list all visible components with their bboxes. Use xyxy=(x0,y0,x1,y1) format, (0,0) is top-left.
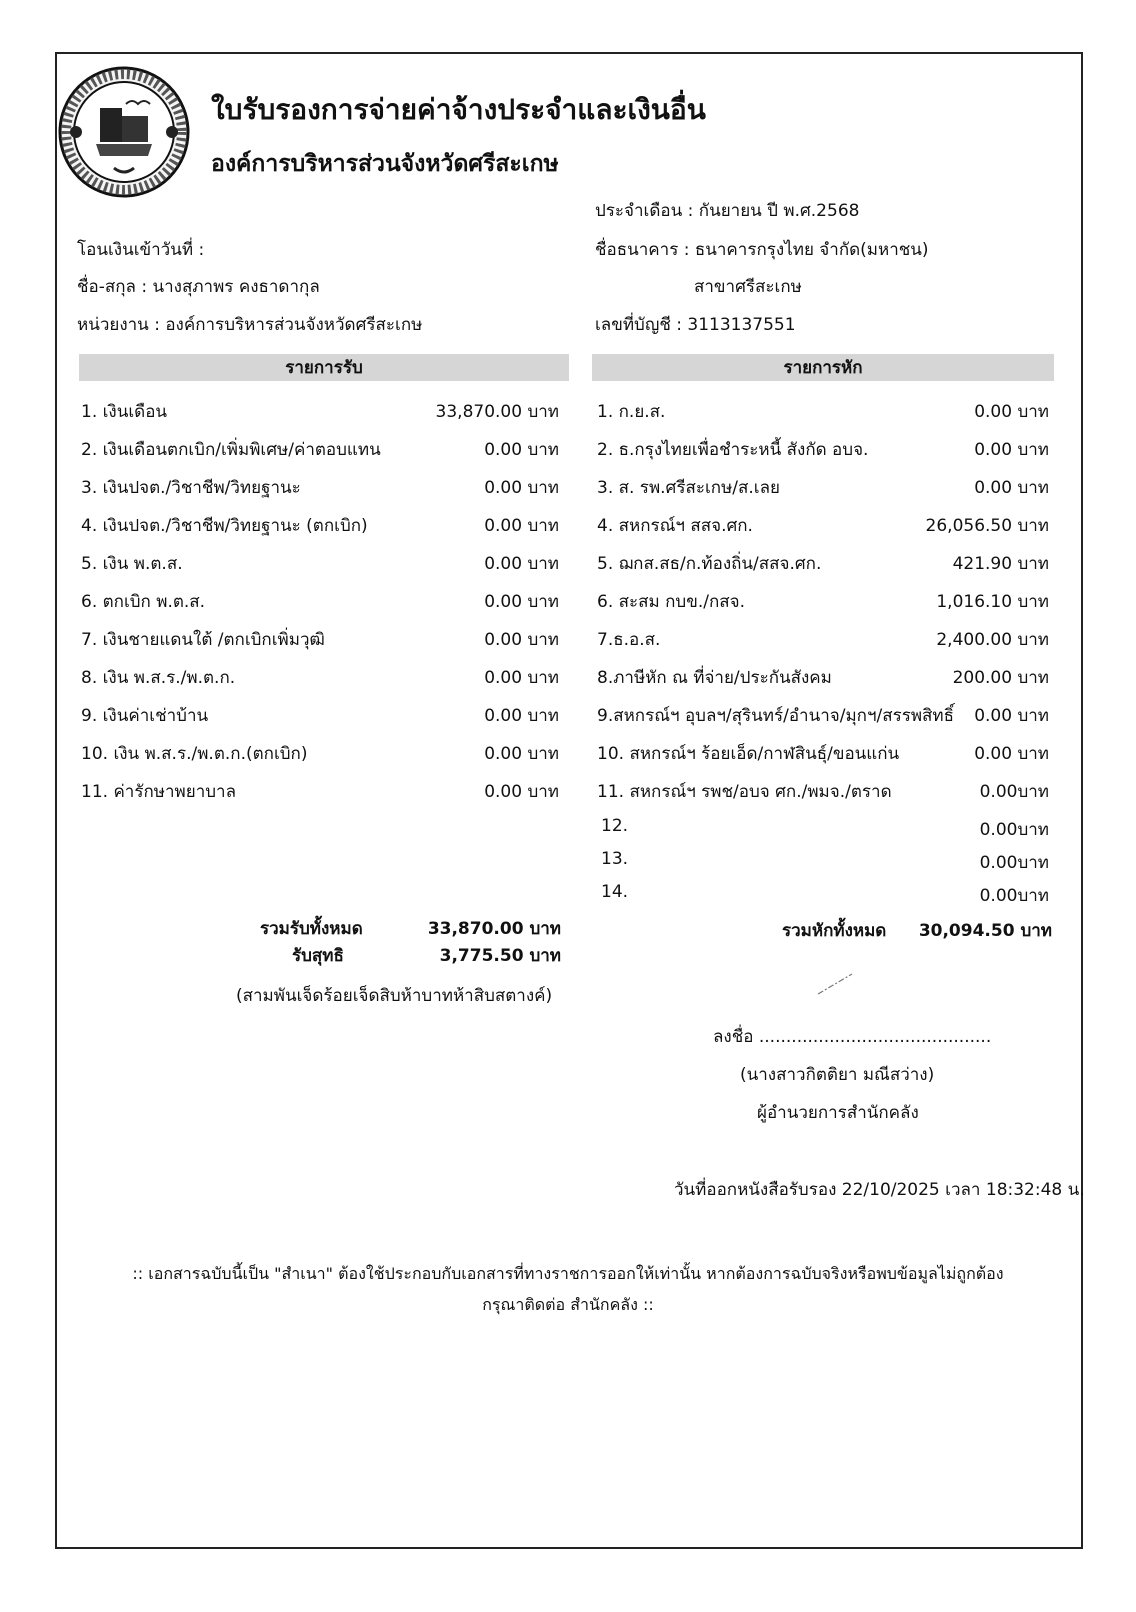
deduction-amount: 2,400.00 บาท xyxy=(936,630,1049,650)
income-row xyxy=(81,550,559,580)
deduction-label: 2. ธ.กรุงไทยเพื่อชำระหนี้ สังกัด อบจ. xyxy=(597,440,869,460)
income-row xyxy=(81,512,559,542)
employee-name: ชื่อ-สกุล : นางสุภาพร คงธาดากุล xyxy=(77,277,320,297)
net-pay-label: รับสุทธิ xyxy=(292,946,344,966)
deduction-amount: 0.00บาท xyxy=(979,782,1049,802)
document-title: ใบรับรองการจ่ายค่าจ้างประจำและเงินอื่น xyxy=(211,93,706,126)
issue-timestamp: วันที่ออกหนังสือรับรอง 22/10/2025 เวลา 18:32:48 น. xyxy=(674,1180,1085,1200)
deduction-total-amount: 30,094.50 บาท xyxy=(918,921,1052,941)
income-amount: 33,870.00 บาท xyxy=(435,402,559,422)
signer-name: (นางสาวกิตติยา มณีสว่าง) xyxy=(740,1065,935,1085)
account-number: เลขที่บัญชี : 3113137551 xyxy=(595,315,796,335)
deduction-label: 13. xyxy=(601,849,629,869)
deduction-amount: 0.00 บาท xyxy=(974,440,1049,460)
income-label: 7. เงินชายแดนใต้ /ตกเบิกเพิ่มวุฒิ xyxy=(81,630,325,650)
income-amount: 0.00 บาท xyxy=(484,668,559,688)
deduction-label: 10. สหกรณ์ฯ ร้อยเอ็ด/กาฬสินธุ์/ขอนแก่น xyxy=(597,744,900,764)
income-amount: 0.00 บาท xyxy=(484,744,559,764)
income-row xyxy=(81,664,559,694)
bank-branch: สาขาศรีสะเกษ xyxy=(694,277,802,297)
signer-position: ผู้อำนวยการสำนักคลัง xyxy=(757,1103,919,1123)
income-label: 2. เงินเดือนตกเบิก/เพิ่มพิเศษ/ค่าตอบแทน xyxy=(81,440,381,460)
income-row xyxy=(81,588,559,618)
income-label: 8. เงิน พ.ส.ร./พ.ต.ก. xyxy=(81,668,236,688)
income-row xyxy=(81,740,559,770)
deduction-amount: 0.00บาท xyxy=(979,853,1049,873)
bank-name: ชื่อธนาคาร : ธนาคารกรุงไทย จำกัด(มหาชน) xyxy=(595,240,929,260)
deduction-row xyxy=(597,512,1049,542)
income-label: 4. เงินปจต./วิชาชีพ/วิทยฐานะ (ตกเบิก) xyxy=(81,516,368,536)
deduction-label: 3. ส. รพ.ศรีสะเกษ/ส.เลย xyxy=(597,478,780,498)
deduction-amount: 0.00บาท xyxy=(979,820,1049,840)
deduction-row xyxy=(597,626,1049,656)
income-total-row xyxy=(260,915,561,945)
deduction-amount: 0.00บาท xyxy=(979,886,1049,906)
income-row xyxy=(81,398,559,428)
net-pay-row xyxy=(292,942,561,972)
deduction-amount: 0.00 บาท xyxy=(974,702,1049,729)
income-amount: 0.00 บาท xyxy=(484,706,559,726)
deduction-heading: รายการหัก xyxy=(592,354,1054,381)
deduction-amount: 1,016.10 บาท xyxy=(936,592,1049,612)
provincial-admin-seal-icon xyxy=(56,64,192,200)
footer-note-line1: :: เอกสารฉบับนี้เป็น "สำเนา" ต้องใช้ประกอบกับเอกสารที่ทางราชการออกให้เท่านั้น หากต้องการฉบับจริงหรือพบข้อมูลไม่ถูกต้อง xyxy=(132,1264,1004,1283)
deduction-row xyxy=(597,474,1049,504)
deduction-row xyxy=(597,588,1049,618)
deduction-amount: 200.00 บาท xyxy=(952,668,1049,688)
footer-note-line2: กรุณาติดต่อ สำนักคลัง :: xyxy=(482,1295,654,1314)
deduction-row xyxy=(597,664,1049,694)
deduction-label: 6. สะสม กบข./กสจ. xyxy=(597,592,745,612)
income-amount: 0.00 บาท xyxy=(484,440,559,460)
income-label: 11. ค่ารักษาพยาบาล xyxy=(81,782,237,802)
deduction-row xyxy=(597,550,1049,580)
income-row xyxy=(81,474,559,504)
pay-period: ประจำเดือน : กันยายน ปี พ.ศ.2568 xyxy=(595,201,860,221)
deduction-label: 9.สหกรณ์ฯ อุบลฯ/สุรินทร์/อำนาจ/มุกฯ/สรรพสิทธิ์ xyxy=(597,706,955,726)
income-label: 5. เงิน พ.ต.ส. xyxy=(81,554,183,574)
deduction-label: 12. xyxy=(601,816,629,836)
income-row xyxy=(81,778,559,808)
signature-line: ลงชื่อ ........................................... xyxy=(713,1027,992,1047)
income-amount: 0.00 บาท xyxy=(484,554,559,574)
income-amount: 0.00 บาท xyxy=(484,592,559,612)
deduction-row xyxy=(601,816,1049,846)
income-amount: 0.00 บาท xyxy=(484,782,559,802)
deduction-label: 1. ก.ย.ส. xyxy=(597,402,666,422)
income-amount: 0.00 บาท xyxy=(484,630,559,650)
deduction-amount: 0.00 บาท xyxy=(974,402,1049,422)
income-row xyxy=(81,436,559,466)
signature-stroke xyxy=(816,972,854,996)
income-label: 3. เงินปจต./วิชาชีพ/วิทยฐานะ xyxy=(81,478,301,498)
net-pay-amount: 3,775.50 บาท xyxy=(439,946,561,966)
income-label: 9. เงินค่าเช่าบ้าน xyxy=(81,706,209,726)
income-amount: 0.00 บาท xyxy=(484,516,559,536)
income-heading: รายการรับ xyxy=(79,354,569,381)
agency-name: หน่วยงาน : องค์การบริหารส่วนจังหวัดศรีสะเกษ xyxy=(77,315,423,335)
deduction-row xyxy=(597,398,1049,428)
deduction-row xyxy=(597,436,1049,466)
deduction-amount: 0.00 บาท xyxy=(974,744,1049,764)
deduction-total-row xyxy=(782,917,1052,947)
income-total-label: รวมรับทั้งหมด xyxy=(260,919,363,939)
deduction-row xyxy=(597,702,1049,732)
deduction-amount: 421.90 บาท xyxy=(952,554,1049,574)
deduction-label: 11. สหกรณ์ฯ รพช/อบจ ศก./พมจ./ตราด xyxy=(597,782,892,802)
deduction-label: 7.ธ.อ.ส. xyxy=(597,630,661,650)
deduction-label: 14. xyxy=(601,882,629,902)
deduction-label: 5. ฌกส.สธ/ก.ท้องถิ่น/สสจ.ศก. xyxy=(597,554,822,574)
transfer-date: โอนเงินเข้าวันที่ : xyxy=(77,240,205,260)
net-pay-in-words: (สามพันเจ็ดร้อยเจ็ดสิบห้าบาทห้าสิบสตางค์) xyxy=(236,986,553,1006)
income-label: 6. ตกเบิก พ.ต.ส. xyxy=(81,592,206,612)
deduction-label: 8.ภาษีหัก ณ ที่จ่าย/ประกันสังคม xyxy=(597,668,832,688)
deduction-row xyxy=(597,778,1049,808)
deduction-row xyxy=(601,882,1049,912)
income-label: 1. เงินเดือน xyxy=(81,402,168,422)
deduction-row xyxy=(597,740,1049,770)
income-total-amount: 33,870.00 บาท xyxy=(427,919,561,939)
income-row xyxy=(81,626,559,656)
deduction-amount: 0.00 บาท xyxy=(974,478,1049,498)
income-row xyxy=(81,702,559,732)
deduction-row xyxy=(601,849,1049,879)
deduction-amount: 26,056.50 บาท xyxy=(925,516,1049,536)
income-amount: 0.00 บาท xyxy=(484,478,559,498)
income-label: 10. เงิน พ.ส.ร./พ.ต.ก.(ตกเบิก) xyxy=(81,744,308,764)
deduction-total-label: รวมหักทั้งหมด xyxy=(782,921,887,941)
organization-name: องค์การบริหารส่วนจังหวัดศรีสะเกษ xyxy=(211,151,559,177)
deduction-label: 4. สหกรณ์ฯ สสจ.ศก. xyxy=(597,516,753,536)
